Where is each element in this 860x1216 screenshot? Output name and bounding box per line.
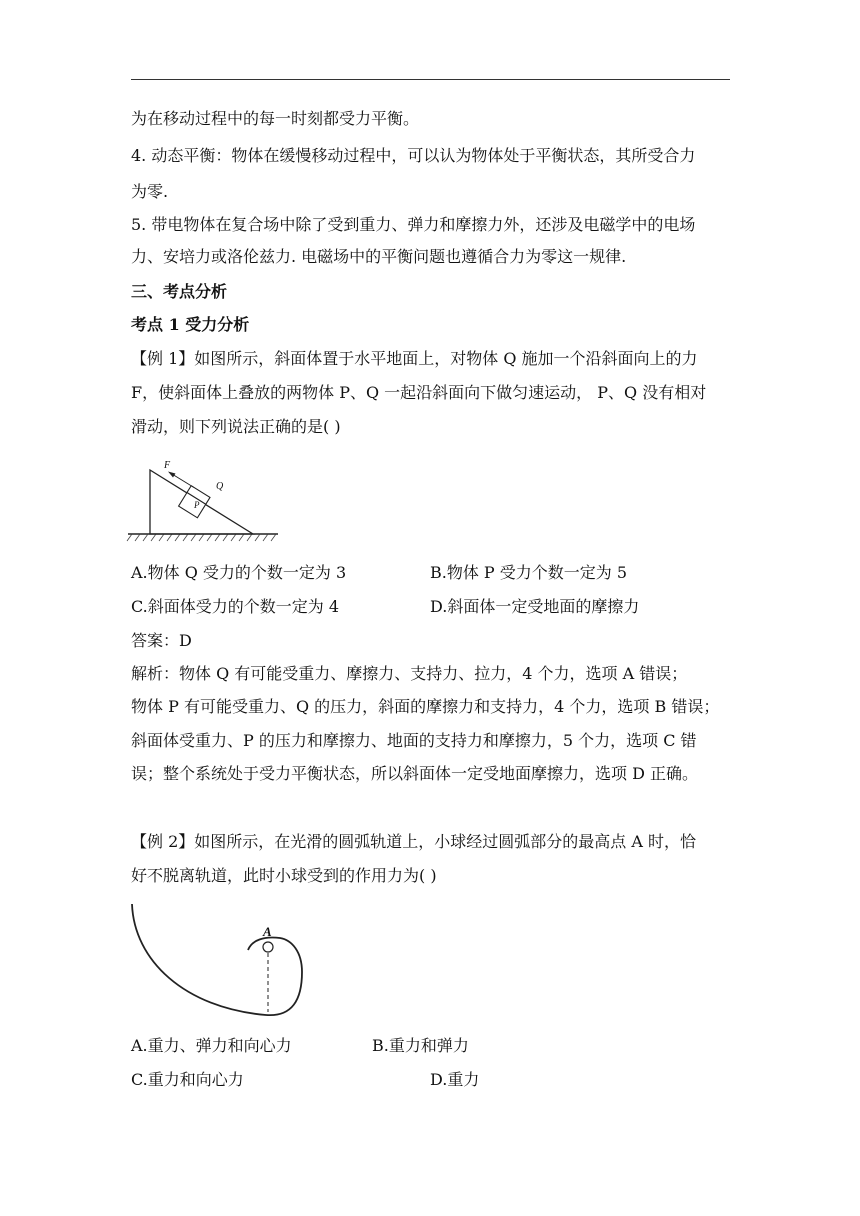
force-label: F: [164, 460, 171, 471]
example2-question-line1: 【例 2】如图所示，在光滑的圆弧轨道上，小球经过圆弧部分的最高点 A 时，恰: [131, 832, 696, 851]
track-curve: [132, 904, 302, 1015]
example1-question-line3: 滑动，则下列说法正确的是( ): [131, 417, 341, 436]
topic-heading: 考点 1 受力分析: [131, 315, 250, 334]
example2-question-line2: 好不脱离轨道，此时小球受到的作用力为( ): [131, 866, 437, 885]
ball: [263, 942, 273, 952]
example1-option-d: D.斜面体一定受地面的摩擦力: [430, 597, 640, 616]
example2-option-b: B.重力和弹力: [372, 1036, 469, 1055]
section-heading: 三、考点分析: [131, 282, 228, 301]
block-q-label: Q: [216, 481, 224, 492]
example1-option-a: A.物体 Q 受力的个数一定为 3: [131, 563, 347, 582]
example2-option-c: C.重力和向心力: [131, 1070, 244, 1089]
block-p-label: P: [194, 500, 200, 510]
intro-continuation: 为在移动过程中的每一时刻都受力平衡。: [131, 109, 420, 128]
incline-figure: [126, 452, 282, 544]
item4-line2: 为零.: [131, 182, 169, 201]
example1-explanation-line2: 物体 P 有可能受重力、Q 的压力，斜面的摩擦力和支持力，4 个力，选项 B 错误；: [131, 697, 720, 716]
example1-question-line2: F，使斜面体上叠放的两物体 P、Q 一起沿斜面向下做匀速运动， P、Q 没有相对: [131, 383, 707, 402]
loop-track-figure: [124, 900, 310, 1022]
example1-explanation-line1: 解析：物体 Q 有可能受重力、摩擦力、支持力、拉力，4 个力，选项 A 错误；: [131, 664, 688, 683]
example1-option-c: C.斜面体受力的个数一定为 4: [131, 597, 340, 616]
example1-explanation-line3: 斜面体受重力、P 的压力和摩擦力、地面的支持力和摩擦力，5 个力，选项 C 错: [131, 731, 697, 750]
force-arrowhead: [168, 472, 176, 478]
item5-line2: 力、安培力或洛伦兹力. 电磁场中的平衡问题也遵循合力为零这一规律.: [131, 247, 627, 266]
example1-option-b: B.物体 P 受力个数一定为 5: [430, 563, 628, 582]
item5-line1: 5. 带电物体在复合场中除了受到重力、弹力和摩擦力外，还涉及电磁学中的电场: [131, 215, 696, 234]
point-a-label: A: [263, 924, 272, 939]
example2-option-d: D.重力: [430, 1070, 480, 1089]
header-rule: [131, 79, 730, 80]
ground-hatching: [127, 534, 276, 541]
example1-explanation-line4: 误；整个系统处于受力平衡状态，所以斜面体一定受地面摩擦力，选项 D 正确。: [131, 764, 699, 783]
item4-line1: 4. 动态平衡：物体在缓慢移动过程中，可以认为物体处于平衡状态，其所受合力: [131, 146, 696, 165]
example1-question-line1: 【例 1】如图所示，斜面体置于水平地面上，对物体 Q 施加一个沿斜面向上的力: [131, 349, 698, 368]
example1-answer: 答案：D: [131, 631, 192, 650]
example2-option-a: A.重力、弹力和向心力: [131, 1036, 292, 1055]
